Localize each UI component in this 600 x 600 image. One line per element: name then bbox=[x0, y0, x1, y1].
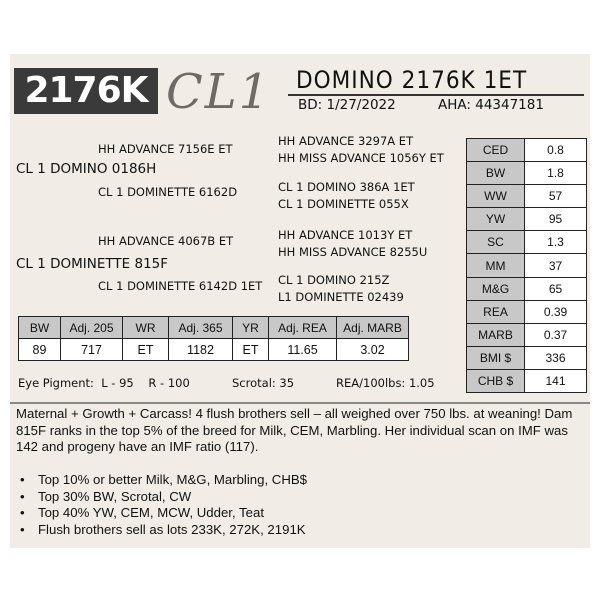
section-divider bbox=[10, 402, 590, 404]
performance-value: ET bbox=[123, 339, 169, 361]
epd-value: 0.37 bbox=[525, 323, 587, 346]
epd-row bbox=[467, 277, 587, 300]
ranch-logo: CL1 bbox=[166, 64, 272, 120]
epd-row bbox=[467, 346, 587, 369]
pedigree-sire-dam: CL 1 DOMINETTE 6162D bbox=[98, 185, 238, 199]
epd-label: BMI $ bbox=[467, 346, 525, 369]
epd-label: SC bbox=[467, 231, 525, 254]
eye-pigment: Eye Pigment: L - 95 R - 100 bbox=[18, 376, 190, 390]
epd-value: 57 bbox=[525, 185, 587, 208]
performance-header: YR bbox=[233, 317, 269, 339]
pedigree-sire: CL 1 DOMINO 0186H bbox=[16, 161, 157, 177]
highlight-item: • Top 10% or better Milk, M&G, Marbling, CHB$ bbox=[18, 472, 307, 489]
epd-row bbox=[467, 300, 587, 323]
pedigree-sire-dam-sire: CL 1 DOMINO 386A 1ET bbox=[278, 180, 415, 194]
pedigree-dam-dam-sire: CL 1 DOMINO 215Z bbox=[278, 273, 390, 287]
performance-header: Adj. REA bbox=[269, 317, 337, 339]
performance-value: 1182 bbox=[169, 339, 233, 361]
pedigree-dam-sire: HH ADVANCE 4067B ET bbox=[98, 234, 234, 248]
epd-label: YW bbox=[467, 208, 525, 231]
epd-row bbox=[467, 162, 587, 185]
birth-date: BD: 1/27/2022 bbox=[298, 97, 396, 113]
performance-header: Adj. MARB bbox=[337, 317, 409, 339]
performance-header: WR bbox=[123, 317, 169, 339]
epd-row bbox=[467, 208, 587, 231]
epd-value: 0.39 bbox=[525, 300, 587, 323]
animal-title: DOMINO 2176K 1ET bbox=[296, 66, 528, 94]
epd-value: 336 bbox=[525, 346, 587, 369]
rea-ratio: REA/100lbs: 1.05 bbox=[336, 376, 435, 390]
epd-label: BW bbox=[467, 162, 525, 185]
scrotal-measurement: Scrotal: 35 bbox=[232, 376, 295, 390]
performance-value: 3.02 bbox=[337, 339, 409, 361]
epd-value: 95 bbox=[525, 208, 587, 231]
highlights-list bbox=[18, 472, 307, 538]
highlight-item: • Top 40% YW, CEM, MCW, Udder, Teat bbox=[18, 505, 307, 522]
registration-number: AHA: 44347181 bbox=[438, 97, 544, 113]
epd-row bbox=[467, 231, 587, 254]
pedigree-dam-dam-dam: L1 DOMINETTE 02439 bbox=[278, 290, 404, 304]
lot-description: Maternal + Growth + Carcass! 4 flush brothers sell – all weighed over 750 lbs. at weaning! Dam 815F ranks in the top 5% of the breed for Milk, CEM, Marbling. Her individual scan on IMF was 142 and progeny have an IMF ratio (117). bbox=[16, 406, 573, 454]
epd-row bbox=[467, 139, 587, 162]
performance-header: Adj. 365 bbox=[169, 317, 233, 339]
epd-label: MM bbox=[467, 254, 525, 277]
pedigree-dam: CL 1 DOMINETTE 815F bbox=[16, 256, 169, 272]
performance-header: BW bbox=[19, 317, 61, 339]
performance-value: 11.65 bbox=[269, 339, 337, 361]
epd-value: 0.8 bbox=[525, 139, 587, 162]
epd-label: WW bbox=[467, 185, 525, 208]
pedigree-sire-dam-dam: CL 1 DOMINETTE 055X bbox=[278, 197, 409, 211]
epd-row bbox=[467, 254, 587, 277]
epd-label: CHB $ bbox=[467, 369, 525, 392]
highlight-item: • Flush brothers sell as lots 233K, 272K, 2191K bbox=[18, 522, 307, 539]
epd-value: 141 bbox=[525, 369, 587, 392]
epd-row bbox=[467, 369, 587, 392]
title-divider bbox=[288, 94, 584, 96]
epd-table bbox=[466, 138, 587, 393]
epd-row bbox=[467, 185, 587, 208]
epd-value: 1.3 bbox=[525, 231, 587, 254]
performance-table bbox=[18, 316, 409, 361]
pedigree-sire-sire: HH ADVANCE 7156E ET bbox=[98, 142, 233, 156]
epd-value: 65 bbox=[525, 277, 587, 300]
epd-value: 1.8 bbox=[525, 162, 587, 185]
epd-row bbox=[467, 323, 587, 346]
highlight-item: • Top 30% BW, Scrotal, CW bbox=[18, 489, 307, 506]
epd-label: M&G bbox=[467, 277, 525, 300]
epd-value: 37 bbox=[525, 254, 587, 277]
performance-value: 89 bbox=[19, 339, 61, 361]
performance-value: 717 bbox=[61, 339, 123, 361]
epd-label: CED bbox=[467, 139, 525, 162]
epd-label: REA bbox=[467, 300, 525, 323]
pedigree-dam-sire-dam: HH MISS ADVANCE 8255U bbox=[278, 245, 428, 259]
lot-number-badge: 2176K bbox=[14, 68, 158, 114]
performance-header: Adj. 205 bbox=[61, 317, 123, 339]
epd-label: MARB bbox=[467, 323, 525, 346]
pedigree-sire-sire-dam: HH MISS ADVANCE 1056Y ET bbox=[278, 151, 444, 165]
pedigree-dam-sire-sire: HH ADVANCE 1013Y ET bbox=[278, 228, 413, 242]
pedigree-dam-dam: CL 1 DOMINETTE 6142D 1ET bbox=[98, 279, 263, 293]
performance-header-row bbox=[19, 317, 409, 339]
performance-value: ET bbox=[233, 339, 269, 361]
pedigree-sire-sire-sire: HH ADVANCE 3297A ET bbox=[278, 134, 414, 148]
performance-value-row bbox=[19, 339, 409, 361]
